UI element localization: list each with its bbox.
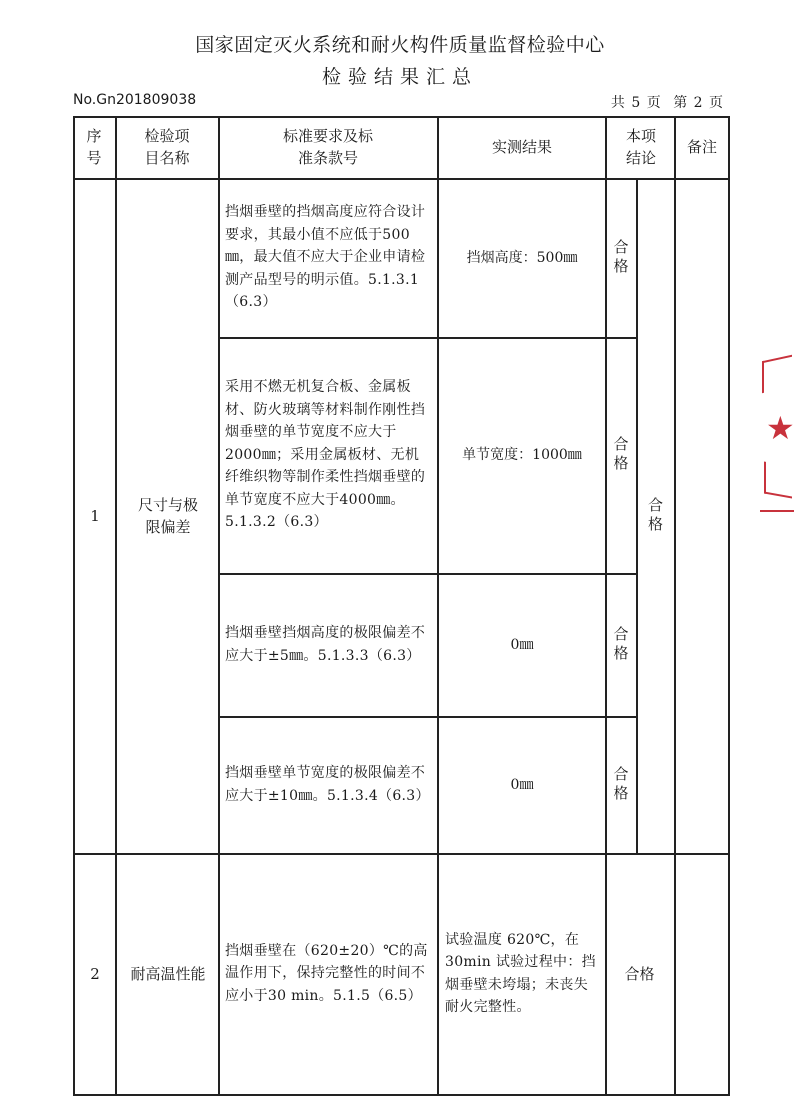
requirement-1-2: 采用不燃无机复合板、金属板材、防火玻璃等材料制作刚性挡烟垂壁的单节宽度不应大于 2000㎜；采用金属板材、无机纤维织物等制作柔性挡烟垂壁的单节宽度不应大于4000㎜。5.1.3.2（6.3）: [225, 379, 426, 531]
seal-stamp-icon: ★: [754, 352, 800, 522]
result-1-4: 0㎜: [510, 776, 534, 793]
header-result: 实测结果: [491, 138, 552, 156]
result-2: 试验温度 620℃，在30min 试验过程中：挡烟垂壁未垮塌；未丧失耐火完整性。: [445, 931, 596, 1015]
row-2-seq: 2: [90, 964, 100, 983]
header-standard: 标准要求及标准条款号: [282, 127, 373, 167]
row-1-group-conclusion: 合格: [646, 496, 664, 535]
report-subtitle: 检验结果汇总: [321, 66, 478, 88]
conclusion-1-3: 合格: [611, 625, 630, 664]
page-info: [605, 92, 724, 112]
requirement-1-4: 挡烟垂壁单节宽度的极限偏差不应大于±10㎜。5.1.3.4（6.3）: [225, 765, 430, 804]
report-title: 国家固定灭火系统和耐火构件质量监督检验中心: [195, 34, 605, 56]
total-pages: 共 5 页: [610, 95, 662, 111]
result-1-2: 单节宽度：1000㎜: [462, 447, 582, 463]
conclusion-1-1: 合格: [611, 238, 630, 277]
header-remarks: 备注: [686, 138, 717, 156]
results-table: [73, 116, 730, 1096]
requirement-1-3: 挡烟垂壁挡烟高度的极限偏差不应大于±5㎜。5.1.3.3（6.3）: [225, 625, 426, 664]
result-1-1: 挡烟高度：500㎜: [466, 249, 578, 266]
conclusion-1-2: 合格: [611, 436, 630, 474]
row-1-item: 尺寸与极限偏差: [137, 495, 198, 536]
table-border-right: [728, 116, 730, 1096]
column-divider: [115, 116, 117, 1096]
header-conclusion: 本项结论: [625, 127, 656, 167]
requirement-2: 挡烟垂壁在（620±20）℃的高温作用下，保持完整性的时间不应小于30 min。5.1.5（6.5）: [225, 942, 428, 1004]
table-border-bottom: [73, 1094, 730, 1096]
column-divider: [218, 116, 220, 1096]
conclusion-1-4: 合格: [611, 765, 630, 804]
row-1-seq: 1: [90, 506, 100, 525]
column-divider: [674, 116, 676, 1096]
requirement-1-1: 挡烟垂壁的挡烟高度应符合设计要求，其最小值不应低于500㎜，最大值不应大于企业申请检测产品型号的明示值。5.1.3.1（6.3）: [225, 204, 426, 311]
row-2-item: 耐高温性能: [130, 964, 206, 983]
current-page: 第 2 页: [673, 95, 724, 111]
header-item: 检验项目名称: [144, 127, 190, 167]
header-seq: 序号: [86, 127, 102, 167]
result-1-3: 0㎜: [510, 636, 534, 653]
document-number: No.Gn201809038: [73, 92, 197, 108]
row-2-conclusion: 合格: [624, 964, 655, 983]
